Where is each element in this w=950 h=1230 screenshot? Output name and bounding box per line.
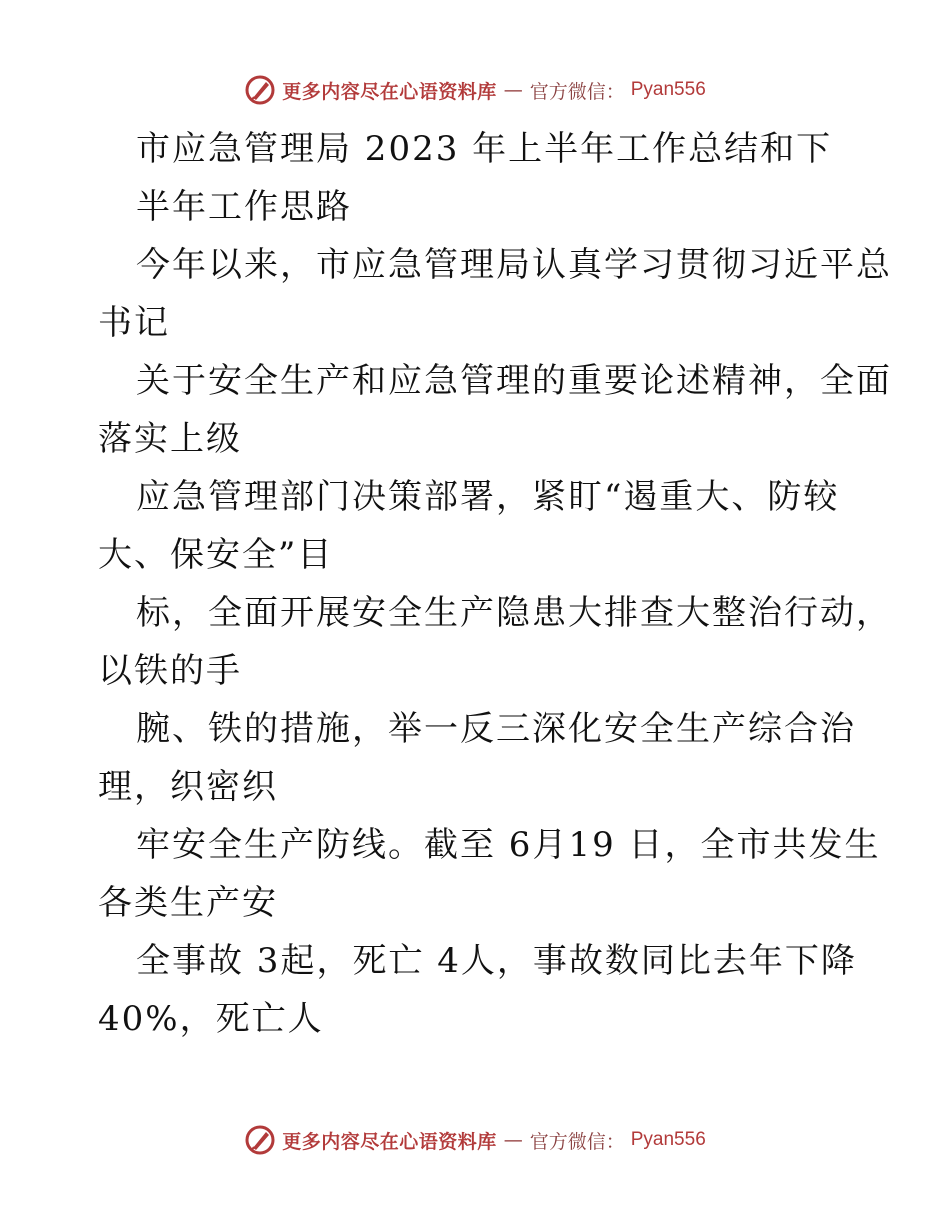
paragraph-line: 腕、铁的措施，举一反三深化安全生产综合治 — [136, 709, 856, 749]
banner-text: 更多内容尽在心语资料库 — [282, 80, 497, 103]
paragraph-line: 40%，死亡人 — [98, 999, 324, 1039]
quill-pen-logo-icon — [244, 1124, 276, 1156]
banner-wechat-label: 官方微信： — [529, 80, 625, 103]
paragraph-line: 牢安全生产防线。截至 6月19 日，全市共发生 — [136, 825, 881, 865]
banner-dash: — — [503, 1129, 523, 1151]
paragraph-line: 标，全面开展安全生产隐患大排查大整治行动， — [136, 593, 892, 633]
banner-dash: — — [503, 79, 523, 101]
paragraph-line: 落实上级 — [98, 419, 242, 459]
paragraph-line: 今年以来，市应急管理局认真学习贯彻习近平总 — [136, 245, 892, 285]
paragraph-line: 书记 — [98, 303, 170, 343]
paragraph-line: 各类生产安 — [98, 883, 278, 923]
banner-wechat-label: 官方微信： — [529, 1130, 625, 1153]
paragraph-line: 以铁的手 — [98, 651, 242, 691]
header-banner — [0, 70, 950, 110]
paragraph-line: 全事故 3起，死亡 4人，事故数同比去年下降 — [136, 941, 857, 981]
title-line-2: 半年工作思路 — [136, 187, 352, 227]
paragraph-line: 大、保安全”目 — [98, 535, 334, 575]
document-body — [98, 120, 892, 1048]
paragraph-line: 应急管理部门决策部署，紧盯“遏重大、防较 — [136, 477, 840, 517]
quill-pen-logo-icon — [244, 74, 276, 106]
paragraph-line: 关于安全生产和应急管理的重要论述精神，全面 — [136, 361, 892, 401]
banner-wechat-id: Pyan556 — [630, 1129, 706, 1150]
title-line-1: 市应急管理局 2023 年上半年工作总结和下 — [136, 129, 833, 169]
footer-banner — [0, 1120, 950, 1160]
banner-wechat-id: Pyan556 — [630, 79, 706, 100]
paragraph-line: 理，织密织 — [98, 767, 278, 807]
banner-text: 更多内容尽在心语资料库 — [282, 1130, 497, 1153]
